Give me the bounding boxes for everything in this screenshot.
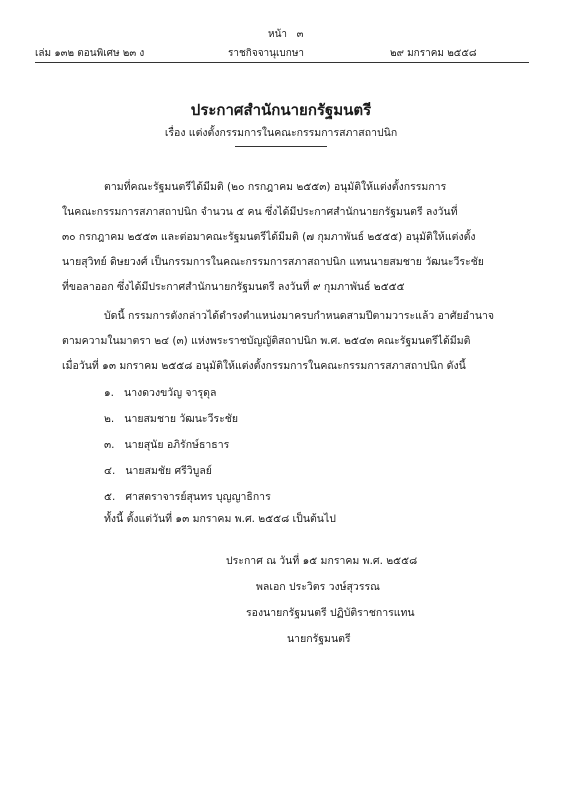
signatory-name: พลเอก ประวิตร วงษ์สุวรรณ [256, 581, 380, 593]
list-item [104, 436, 229, 453]
effective-date: ทั้งนี้ ตั้งแต่วันที่ ๑๓ มกราคม พ.ศ. ๒๕๕๘ เป็นต้นไป [104, 513, 336, 525]
appointee-name: นายสุนัย อภิรักษ์ธาธาร [124, 439, 230, 451]
paragraph-line: นายสุวิทย์ ดิษยวงศ์ เป็นกรรมการในคณะกรรมการสภาสถาปนิก แทนนายสมชาย วัฒนะวีระชัย [62, 256, 484, 268]
appointee-name: ศาสตราจารย์สุนทร บุญญาธิการ [125, 491, 271, 503]
document-title: ประกาศสำนักนายกรัฐมนตรี [190, 101, 372, 119]
volume-issue: เล่ม ๑๓๒ ตอนพิเศษ ๒๓ ง [35, 48, 145, 59]
list-number: ๕. [104, 491, 116, 503]
list-number: ๓. [104, 439, 115, 451]
page-number-label: หน้า [268, 29, 288, 40]
paragraph-line: บัดนี้ กรรมการดังกล่าวได้ดำรงตำแหน่งมาครบกำหนดสามปีตามวาระแล้ว อาศัยอำนาจ [104, 310, 495, 322]
list-number: ๒. [104, 413, 115, 425]
appointee-name: นายสมชาย วัฒนะวีระชัย [124, 413, 239, 425]
gazette-name: ราชกิจจานุเบกษา [228, 48, 305, 59]
list-number: ๑. [104, 387, 115, 399]
paragraph-line: ตามความในมาตรา ๒๔ (๓) แห่งพระราชบัญญัติสถาปนิก พ.ศ. ๒๕๔๓ คณะรัฐมนตรีได้มีมติ [62, 335, 471, 347]
gazette-date: ๒๙ มกราคม ๒๕๕๘ [390, 48, 477, 59]
list-item [104, 488, 271, 505]
page-number [268, 27, 303, 42]
signatory-position: รองนายกรัฐมนตรี ปฏิบัติราชการแทน [246, 607, 415, 619]
list-item [104, 384, 216, 401]
header-divider [35, 62, 529, 63]
signatory-title: นายกรัฐมนตรี [287, 633, 351, 645]
announcement-date: ประกาศ ณ วันที่ ๑๕ มกราคม พ.ศ. ๒๕๕๘ [226, 555, 418, 567]
page-number-value: ๓ [296, 29, 304, 40]
list-item [104, 410, 238, 427]
appointee-name: นายสมชัย ศรีวิบูลย์ [125, 465, 212, 477]
list-number: ๔. [104, 465, 116, 477]
paragraph-line: ตามที่คณะรัฐมนตรีได้มีมติ (๒๐ กรกฎาคม ๒๕๕๓) อนุมัติให้แต่งตั้งกรรมการ [104, 181, 447, 193]
document-subject: เรื่อง แต่งตั้งกรรมการในคณะกรรมการสภาสถาปนิก [164, 127, 398, 139]
list-item [104, 462, 212, 479]
appointee-name: นางดวงขวัญ จารุดุล [124, 387, 217, 399]
title-divider [235, 146, 327, 147]
paragraph-line: ในคณะกรรมการสภาสถาปนิก จำนวน ๕ คน ซึ่งได้มีประกาศสำนักนายกรัฐมนตรี ลงวันที่ [62, 206, 458, 218]
paragraph-line: เมื่อวันที่ ๑๓ มกราคม ๒๕๕๘ อนุมัติให้แต่งตั้งกรรมการในคณะกรรมการสภาสถาปนิก ดังนี้ [62, 360, 466, 372]
paragraph-line: ที่ขอลาออก ซึ่งได้มีประกาศสำนักนายกรัฐมนตรี ลงวันที่ ๙ กุมภาพันธ์ ๒๕๕๕ [62, 281, 405, 293]
paragraph-line: ๓๐ กรกฎาคม ๒๕๕๓ และต่อมาคณะรัฐมนตรีได้มีมติ (๗ กุมภาพันธ์ ๒๕๕๕) อนุมัติให้แต่งตั้ง [62, 231, 476, 243]
